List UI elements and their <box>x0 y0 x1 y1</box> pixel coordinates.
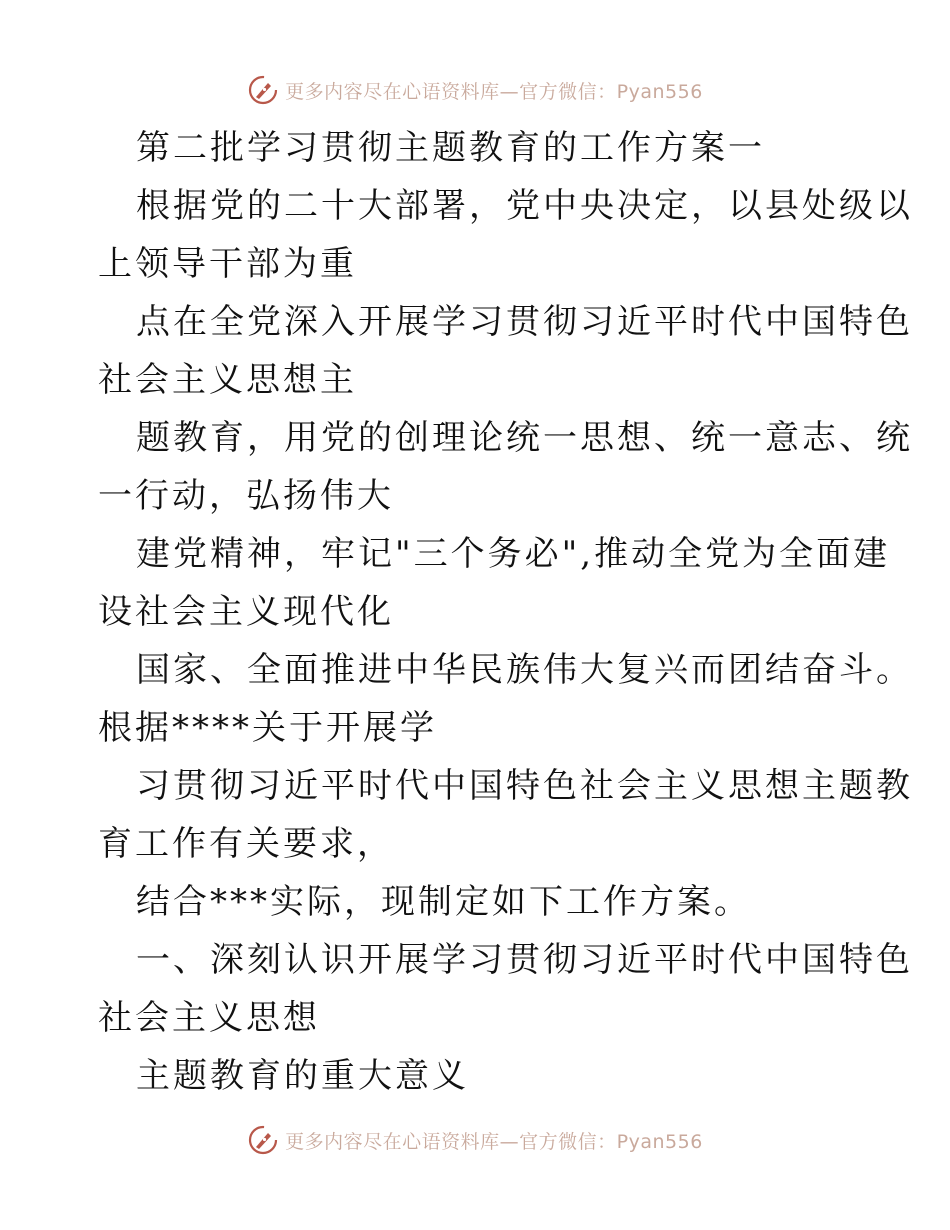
paragraph-line: 习贯彻习近平时代中国特色社会主义思想主题教 <box>136 766 913 806</box>
paragraph-line: 设社会主义现代化 <box>98 592 394 632</box>
paragraph-line: 点在全党深入开展学习贯彻习近平时代中国特色 <box>136 302 913 342</box>
paragraph-line: 根据党的二十大部署，党中央决定，以县处级以 <box>136 186 913 226</box>
paragraph-line: 结合***实际，现制定如下工作方案。 <box>136 882 751 922</box>
paragraph-line: 一行动，弘扬伟大 <box>98 476 394 516</box>
header-watermark <box>0 70 950 110</box>
pen-nib-logo-icon <box>247 74 279 106</box>
section-heading: 一、深刻认识开展学习贯彻习近平时代中国特色 <box>136 940 913 980</box>
watermark-text: 更多内容尽在心语资料库—官方微信：Pyan556 <box>285 80 703 103</box>
footer-watermark <box>0 1120 950 1160</box>
document-body <box>98 119 913 1105</box>
paragraph-line: 根据****关于开展学 <box>98 708 437 748</box>
paragraph-line: 题教育，用党的创理论统一思想、统一意志、统 <box>136 418 913 458</box>
document-title: 第二批学习贯彻主题教育的工作方案一 <box>136 128 765 168</box>
watermark-text: 更多内容尽在心语资料库—官方微信：Pyan556 <box>285 1130 703 1153</box>
pen-nib-logo-icon <box>247 1124 279 1156</box>
section-heading-continued: 主题教育的重大意义 <box>136 1056 469 1096</box>
paragraph-line: 上领导干部为重 <box>98 244 357 284</box>
section-heading-continued: 社会主义思想 <box>98 998 320 1038</box>
paragraph-line: 国家、全面推进中华民族伟大复兴而团结奋斗。 <box>136 650 913 690</box>
paragraph-line: 育工作有关要求， <box>98 824 394 864</box>
paragraph-line: 建党精神，牢记"三个务必",推动全党为全面建 <box>136 534 891 574</box>
paragraph-line: 社会主义思想主 <box>98 360 357 400</box>
